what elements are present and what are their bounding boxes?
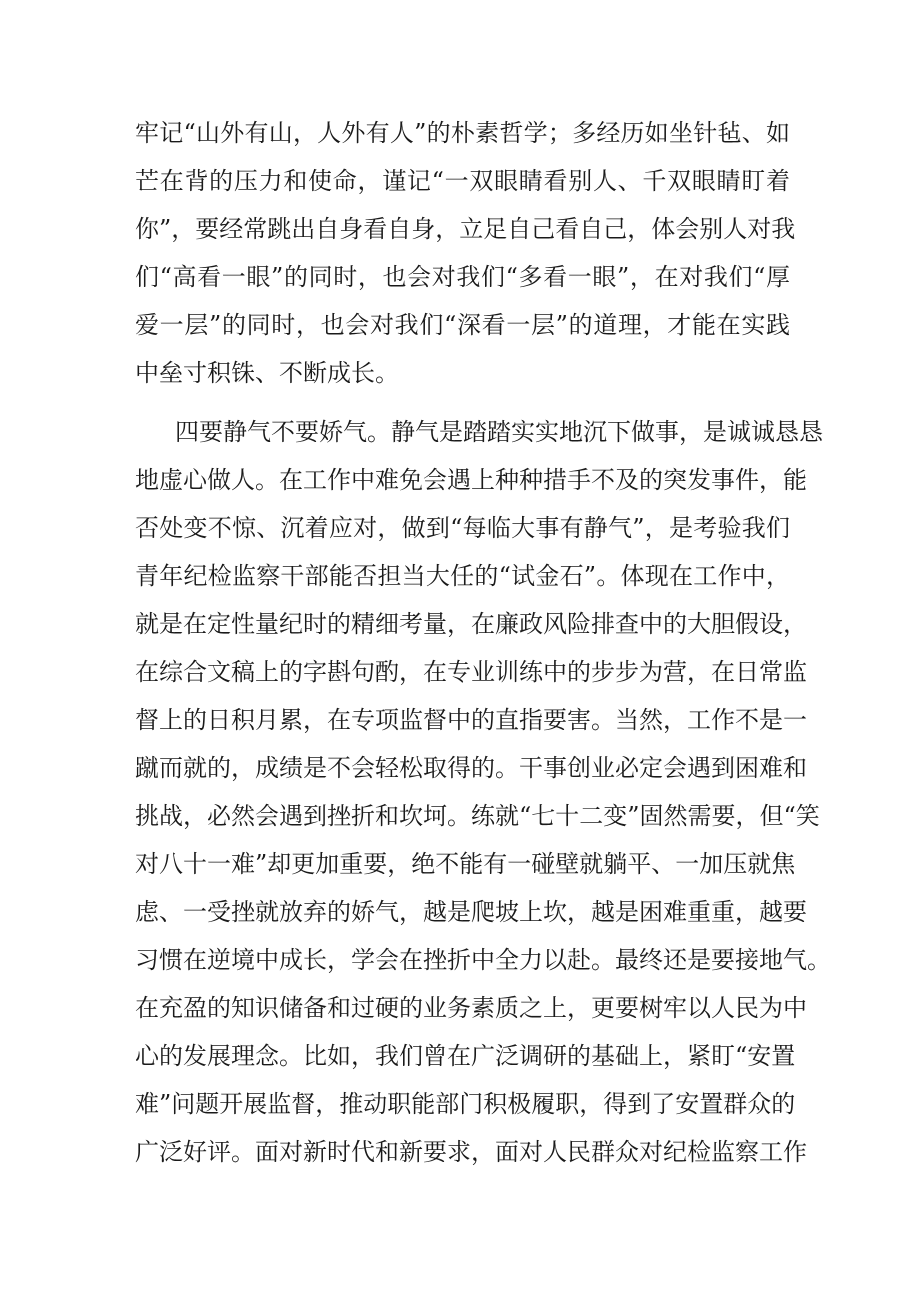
text-line: 督上的日积月累，在专项监督中的直指要害。当然，工作不是一 bbox=[135, 706, 807, 734]
text-line: 在综合文稿上的字斟句酌，在专业训练中的步步为营，在日常监 bbox=[135, 658, 807, 686]
text-line: 对八十一难”却更加重要，绝不能有一碰壁就躺平、一加压就焦 bbox=[135, 850, 796, 878]
text-line: 你”，要经常跳出自身看自身，立足自己看自己，体会别人对我 bbox=[135, 215, 796, 243]
text-line: 心的发展理念。比如，我们曾在广泛调研的基础上，紧盯“安置 bbox=[135, 1042, 796, 1070]
paragraph-first-line: 四要静气不要娇气。静气是踏踏实实地沉下做事，是诚诚恳恳 bbox=[175, 418, 823, 446]
text-line: 虑、一受挫就放弃的娇气，越是爬坡上坎，越是困难重重，越要 bbox=[135, 898, 807, 926]
text-line: 习惯在逆境中成长，学会在挫折中全力以赴。最终还是要接地气。 bbox=[135, 946, 831, 974]
text-line: 芒在背的压力和使命，谨记“一双眼睛看别人、千双眼睛盯着 bbox=[135, 167, 790, 195]
text-line: 广泛好评。面对新时代和新要求，面对人民群众对纪检监察工作 bbox=[135, 1138, 807, 1166]
text-line: 挑战，必然会遇到挫折和坎坷。练就“七十二变”固然需要，但“笑 bbox=[135, 802, 820, 830]
text-line: 们“高看一眼”的同时，也会对我们“多看一眼”，在对我们“厚 bbox=[135, 263, 790, 291]
text-line: 青年纪检监察干部能否担当大任的“试金石”。体现在工作中， bbox=[135, 562, 790, 590]
text-line: 牢记“山外有山，人外有人”的朴素哲学；多经历如坐针毡、如 bbox=[135, 119, 790, 147]
text-line: 在充盈的知识储备和过硬的业务素质之上，更要树牢以人民为中 bbox=[135, 994, 807, 1022]
text-line: 难”问题开展监督，推动职能部门积极履职，得到了安置群众的 bbox=[135, 1090, 796, 1118]
text-line: 蹴而就的，成绩是不会轻松取得的。干事创业必定会遇到困难和 bbox=[135, 754, 807, 782]
text-line: 否处变不惊、沉着应对，做到“每临大事有静气”，是考验我们 bbox=[135, 514, 790, 542]
text-line: 就是在定性量纪时的精细考量，在廉政风险排查中的大胆假设， bbox=[135, 610, 807, 638]
text-line: 中垒寸积铢、不断成长。 bbox=[135, 359, 399, 387]
text-line: 地虚心做人。在工作中难免会遇上种种措手不及的突发事件，能 bbox=[135, 466, 807, 494]
text-line: 爱一层”的同时，也会对我们“深看一层”的道理，才能在实践 bbox=[135, 311, 790, 339]
